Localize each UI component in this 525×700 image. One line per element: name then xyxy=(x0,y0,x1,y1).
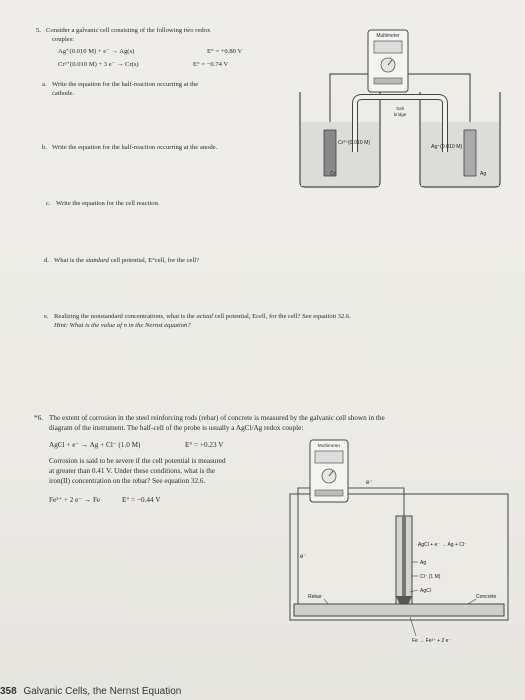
q5c-text: Write the equation for the cell reaction. xyxy=(56,200,160,207)
cr-label: Cr xyxy=(330,171,336,177)
q5a-label: a. xyxy=(42,81,47,88)
salt-bridge-label-1: Salt xyxy=(396,106,404,111)
cl-label: Cl⁻ (1 M) xyxy=(420,574,441,580)
q6-body3: iron(II) concentration on the rebar? See equation 32.6. xyxy=(49,477,206,485)
fig2-multimeter-label: Multimeter xyxy=(317,444,341,449)
fig1-multimeter-label: Multimeter xyxy=(376,33,400,39)
fig2-multimeter-display xyxy=(315,451,343,463)
q5a-line1: Write the equation for the half-reaction occurring at the xyxy=(52,81,199,88)
q5-intro-line1: Consider a galvanic cell consisting of the following two redox xyxy=(46,27,211,34)
q5c-label: c. xyxy=(46,200,51,207)
fe-oxidation-label: Fe → Fe²⁺ + 2 e⁻ xyxy=(412,638,452,644)
q6-line1: The extent of corrosion in the steel reinforcing rods (rebar) of concrete is measured by the galvanic cell shown in the xyxy=(49,414,385,422)
galvanic-cell-diagram xyxy=(290,22,510,192)
page-footer xyxy=(0,686,181,697)
q5e-line1: Realizing the nonstandard concentrations, what is the actual cell potential, Ecell, for the cell? See equation 32.6. xyxy=(54,313,351,320)
q5-reaction2-potential: E° = −0.74 V xyxy=(193,61,229,68)
q6-body2: at greater than 0.41 V. Under these conditions, what is the xyxy=(49,467,216,475)
ag-wire xyxy=(402,516,406,596)
salt-bridge-label-2: bridge xyxy=(393,112,407,117)
concrete-label: Concrete xyxy=(476,594,497,600)
q6-body1: Corrosion is said to be severe if the cell potential is measured xyxy=(49,457,226,465)
q5b-label: b. xyxy=(42,144,47,151)
rebar-label: Rebar xyxy=(308,594,322,600)
left-solution-label: Cr³⁺(0.010 M) xyxy=(338,140,371,146)
q5d-text: What is the standard cell potential, E°cell, for the cell? xyxy=(54,257,200,264)
page-number: 358 xyxy=(0,686,17,697)
ag-label: Ag xyxy=(420,560,427,566)
q5-reaction1: Ag⁺(0.010 M) + e⁻ → Ag(s) xyxy=(58,48,135,55)
agcl-label: AgCl xyxy=(420,588,431,594)
right-solution xyxy=(421,122,499,186)
q5-number: 5. xyxy=(36,27,41,34)
electron-label-left: e⁻ xyxy=(300,554,307,560)
q6-fe-potential: E° = −0.44 V xyxy=(122,496,161,504)
cr-electrode xyxy=(324,130,336,176)
electron-label-right: e⁻ xyxy=(366,480,373,486)
q5e-label: e. xyxy=(44,313,49,320)
rebar xyxy=(294,604,504,616)
q5-reaction2: Cr³⁺(0.010 M) + 3 e⁻ → Cr(s) xyxy=(58,61,139,68)
q5a-line2: cathode. xyxy=(52,90,75,97)
q6-line2: diagram of the instrument. The half-cell of the probe is usually a AgCl/Ag redox couple: xyxy=(49,424,304,432)
chapter-title: Galvanic Cells, the Nernst Equation xyxy=(23,686,182,697)
probe-reaction-label: AgCl + e⁻ → Ag + Cl⁻ xyxy=(418,542,467,548)
q6-fe-reaction: Fe²⁺ + 2 e⁻ → Fe xyxy=(49,496,101,504)
corrosion-probe-diagram xyxy=(280,436,515,662)
q5e-hint: Hint: What is the value of n in the Nernst equation? xyxy=(54,322,191,329)
q6-reaction-potential: E° = +0.23 V xyxy=(185,441,224,449)
left-solution xyxy=(301,122,379,186)
q6-number: *6. xyxy=(34,414,43,422)
ag-label: Ag xyxy=(480,171,487,177)
q5-reaction1-potential: E° = +0.80 V xyxy=(207,48,243,55)
q5d-label: d. xyxy=(44,257,49,264)
multimeter-display xyxy=(374,41,402,53)
q6-reaction: AgCl + e⁻ → Ag + Cl⁻ (1.0 M) xyxy=(49,441,141,449)
right-solution-label: Ag⁺(0.010 M) xyxy=(431,144,463,150)
ag-electrode xyxy=(464,130,476,176)
q5-intro-line2: couples: xyxy=(52,36,74,43)
q5b-text: Write the equation for the half-reaction occurring at the anode. xyxy=(52,144,218,151)
